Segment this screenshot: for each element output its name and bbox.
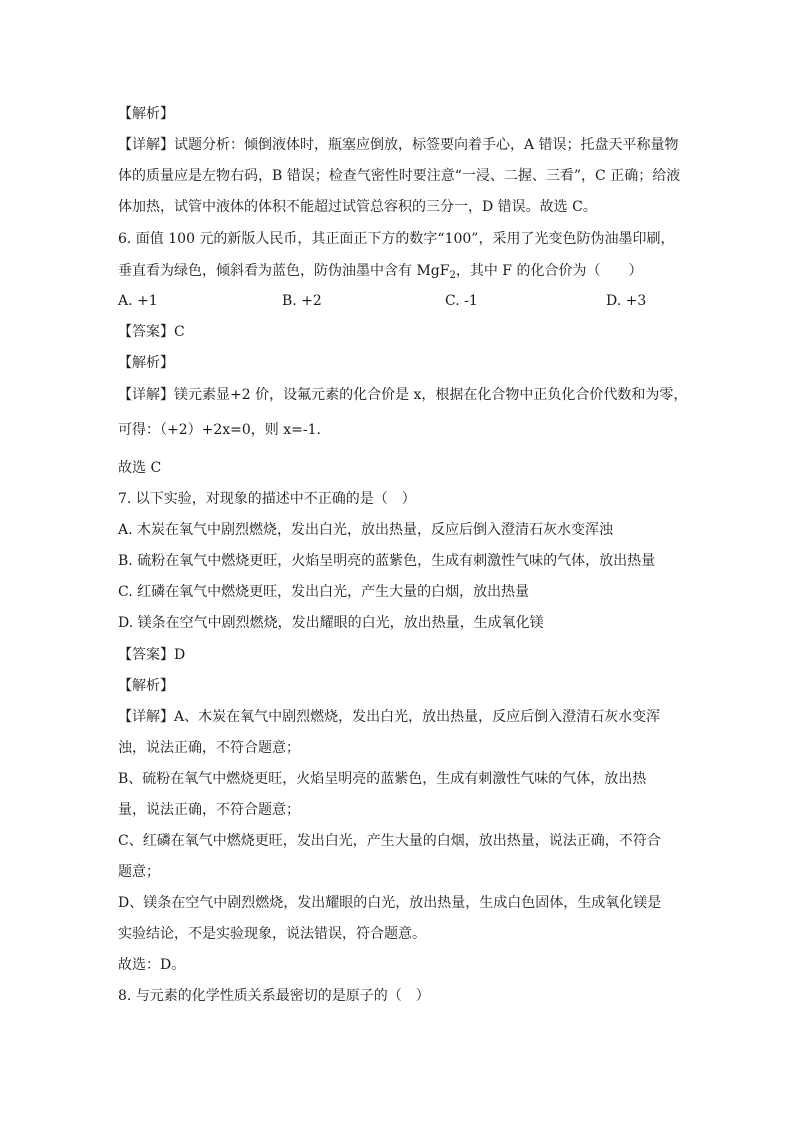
q5-detail-line-3: 体加热，试管中液体的体积不能超过试管总容积的三分一，D 错误。故选 C。	[118, 199, 597, 215]
q6-option-d: D. +3	[606, 293, 647, 309]
q7-conclusion: 故选：D。	[118, 957, 186, 973]
q7-stem: 7. 以下实验，对现象的描述中不正确的是（ ）	[118, 491, 416, 507]
q6-stem-line-2-pre: 垂直看为绿色，倾斜看为蓝色，防伪油墨中含有 MgF	[118, 263, 450, 279]
q7-detail-line-7: D、镁条在空气中剧烈燃烧，发出耀眼的白光，放出热量，生成白色固体，生成氧化镁是	[118, 895, 662, 911]
q8-stem: 8. 与元素的化学性质关系最密切的是原子的（ ）	[118, 988, 430, 1004]
q7-detail-line-4: 量，说法正确，不符合题意；	[118, 802, 300, 818]
q6-option-c: C. -1	[445, 293, 478, 309]
q7-detail-line-8: 实验结论，不是实验现象，说法错误，符合题意。	[118, 926, 426, 942]
q7-detail-line-3: B、硫粉在氧气中燃烧更旺，火焰呈明亮的蓝紫色，生成有刺激性气味的气体，放出热	[118, 771, 647, 787]
q5-analysis-label: 【解析】	[118, 106, 174, 122]
q6-stem-line-1: 6. 面值 100 元的新版人民币，其正面正下方的数字“100”，采用了光变色防伪油墨印刷，	[118, 231, 675, 247]
q6-detail-line-2: 可得：（+2）+2x=0，则 x=-1．	[118, 422, 331, 438]
q7-analysis-label: 【解析】	[118, 678, 174, 694]
q6-detail-line-1: 【详解】镁元素显+2 价，设氟元素的化合价是 x，根据在化合物中正负化合价代数和为零，	[118, 387, 688, 403]
q6-formula-subscript: 2	[449, 270, 456, 281]
q6-option-a: A. +1	[118, 293, 158, 309]
q5-detail-line-1: 【详解】试题分析：倾倒液体时，瓶塞应倒放，标签要向着手心，A 错误；托盘天平称量物	[118, 137, 679, 153]
q6-stem-line-2	[118, 262, 642, 280]
q7-answer: 【答案】D	[118, 647, 186, 663]
q7-detail-line-5: C、红磷在氧气中燃烧更旺，发出白光，产生大量的白烟，放出热量，说法正确，不符合	[118, 833, 661, 849]
q7-option-b: B. 硫粉在氧气中燃烧更旺，火焰呈明亮的蓝紫色，生成有刺激性气味的气体，放出热量	[118, 553, 656, 569]
q6-stem-line-2-post: ，其中 F 的化合价为（ ）	[455, 263, 643, 279]
q7-option-c: C. 红磷在氧气中燃烧更旺，发出白光，产生大量的白烟，放出热量	[118, 584, 530, 600]
q5-detail-line-2: 体的质量应是左物右码，B 错误；检查气密性时要注意“一浸、二握、三看”，C 正确；给液	[118, 168, 681, 184]
q7-option-a: A. 木炭在氧气中剧烈燃烧，发出白光，放出热量，反应后倒入澄清石灰水变浑浊	[118, 522, 614, 538]
q7-detail-line-2: 浊，说法正确，不符合题意；	[118, 740, 300, 756]
q7-detail-line-6: 题意；	[118, 864, 160, 880]
q6-conclusion: 故选 C	[118, 460, 162, 476]
q6-analysis-label: 【解析】	[118, 355, 174, 371]
q7-option-d: D. 镁条在空气中剧烈燃烧，发出耀眼的白光，放出热量，生成氧化镁	[118, 615, 544, 631]
q7-detail-line-1: 【详解】A、木炭在氧气中剧烈燃烧，发出白光，放出热量，反应后倒入澄清石灰水变浑	[118, 709, 661, 725]
q6-answer: 【答案】C	[118, 324, 185, 340]
q6-option-b: B. +2	[282, 293, 322, 309]
